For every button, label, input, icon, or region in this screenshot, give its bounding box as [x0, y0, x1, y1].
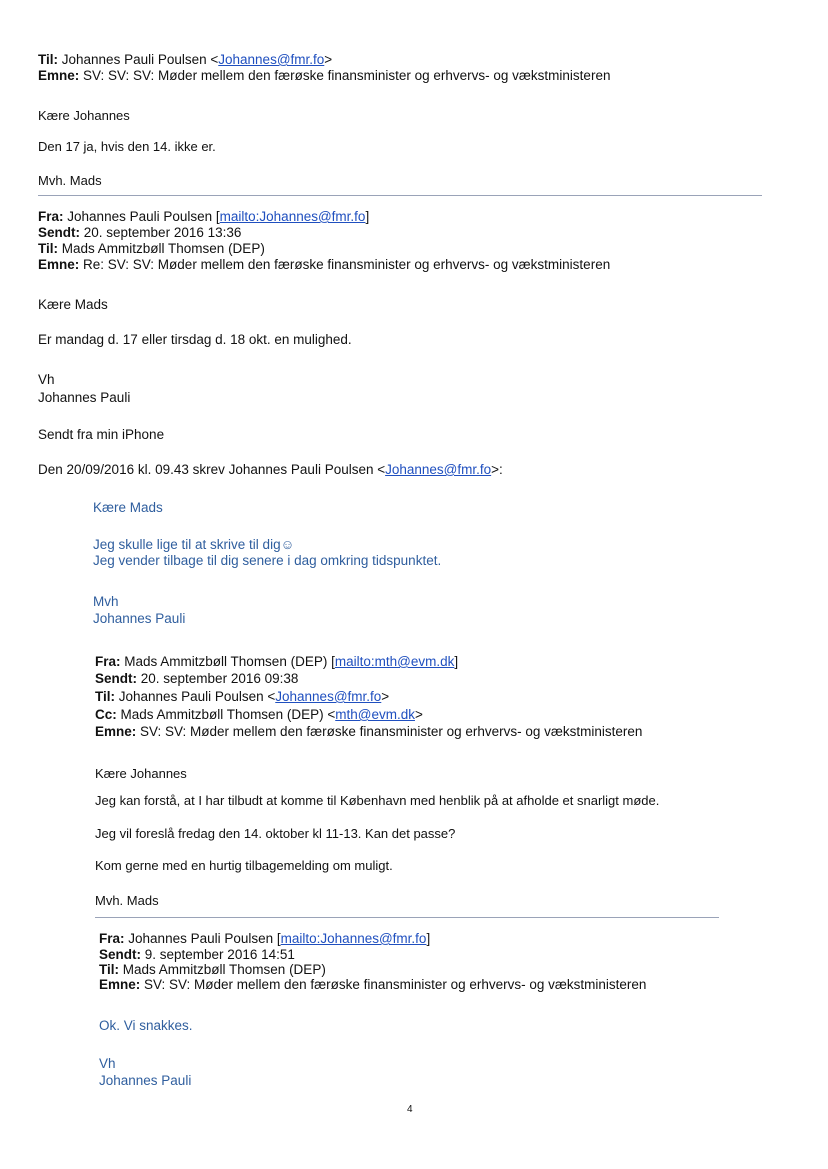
msg2-signoff: Vh: [38, 372, 55, 387]
quote-prefix: Den 20/09/2016 kl. 09.43 skrev Johannes Pauli Poulsen: [38, 462, 374, 477]
msg2-to-line: [38, 241, 265, 257]
subject-text: SV: SV: Møder mellem den færøske finansminister og erhvervs- og vækstministeren: [140, 724, 643, 739]
sent-label: Sendt:: [38, 225, 80, 240]
separator-rule: [38, 195, 762, 196]
to-label: Til:: [38, 52, 58, 67]
msg2-signature: Johannes Pauli: [38, 390, 131, 405]
page-number: 4: [407, 1104, 413, 1115]
msg4-sent-line: [95, 671, 298, 687]
reply1-signature: Mvh. Mads: [38, 173, 102, 188]
sent-date: 20. september 2016 13:36: [83, 225, 242, 240]
msg3-line2: Jeg vender tilbage til dig senere i dag omkring tidspunktet.: [93, 553, 442, 568]
cc-email-link[interactable]: mth@evm.dk: [335, 707, 415, 722]
msg2-device-note: Sendt fra min iPhone: [38, 427, 165, 442]
msg3-greeting: Kære Mads: [93, 500, 163, 515]
msg4-to-line: Til: Johannes Pauli Poulsen <Johannes@fmr.fo>: [95, 689, 390, 704]
from-label: Fra:: [99, 931, 125, 946]
from-mailto-link[interactable]: mailto:Johannes@fmr.fo: [280, 931, 427, 946]
quote-email-link[interactable]: Johannes@fmr.fo: [385, 462, 492, 477]
subject-label: Emne:: [99, 977, 141, 992]
from-label: Fra:: [95, 654, 121, 669]
sent-date: 20. september 2016 09:38: [140, 671, 299, 686]
quote-intro-line: Den 20/09/2016 kl. 09.43 skrev Johannes Pauli Poulsen <Johannes@fmr.fo>:: [38, 462, 503, 477]
msg2-greeting: Kære Mads: [38, 297, 108, 312]
msg5-to-line: [99, 962, 326, 978]
msg2-body: Er mandag d. 17 eller tirsdag d. 18 okt. en mulighed.: [38, 332, 352, 347]
cc-name: Mads Ammitzbøll Thomsen (DEP): [120, 707, 324, 722]
msg4-from-line: Fra: Mads Ammitzbøll Thomsen (DEP) [mailto:mth@evm.dk]: [95, 654, 459, 669]
from-mailto-link[interactable]: mailto:mth@evm.dk: [334, 654, 455, 669]
msg4-paragraph-1: Jeg kan forstå, at I har tilbudt at komme til København med henblik på at afholde et snarligt møde.: [95, 793, 660, 808]
cc-label: Cc:: [95, 707, 117, 722]
separator-rule-2: [95, 917, 719, 918]
msg5-subject-line: [99, 977, 646, 993]
msg4-subject-line: [95, 724, 642, 740]
sent-date: 9. september 2016 14:51: [144, 947, 295, 962]
sent-label: Sendt:: [99, 947, 141, 962]
header-to-line: Til: Johannes Pauli Poulsen <Johannes@fmr.fo>: [38, 52, 333, 67]
msg2-subject-line: [38, 257, 610, 273]
msg2-sent-line: [38, 225, 241, 241]
msg4-greeting: Kære Johannes: [95, 766, 187, 781]
msg4-paragraph-3: Kom gerne med en hurtig tilbagemelding om muligt.: [95, 858, 393, 873]
to-name: Mads Ammitzbøll Thomsen (DEP): [61, 241, 265, 256]
from-name: Johannes Pauli Poulsen: [128, 931, 274, 946]
from-label: Fra:: [38, 209, 64, 224]
from-name: Mads Ammitzbøll Thomsen (DEP): [124, 654, 328, 669]
to-name: Mads Ammitzbøll Thomsen (DEP): [122, 962, 326, 977]
reply1-body: Den 17 ja, hvis den 14. ikke er.: [38, 139, 216, 154]
subject-label: Emne:: [38, 68, 80, 83]
from-name: Johannes Pauli Poulsen: [67, 209, 213, 224]
msg3-signature: Johannes Pauli: [93, 611, 186, 626]
to-label: Til:: [99, 962, 119, 977]
subject-text: SV: SV: Møder mellem den færøske finansminister og erhvervs- og vækstministeren: [144, 977, 647, 992]
header-subject-line: [38, 68, 610, 84]
subject-text: SV: SV: SV: Møder mellem den færøske finansminister og erhvervs- og vækstministeren: [83, 68, 611, 83]
msg5-signoff: Vh: [99, 1056, 116, 1071]
msg5-from-line: Fra: Johannes Pauli Poulsen [mailto:Johannes@fmr.fo]: [99, 931, 431, 946]
subject-label: Emne:: [95, 724, 137, 739]
msg4-signature: Mvh. Mads: [95, 893, 159, 908]
to-name: Johannes Pauli Poulsen: [61, 52, 207, 67]
to-name: Johannes Pauli Poulsen: [118, 689, 264, 704]
to-email-link[interactable]: Johannes@fmr.fo: [218, 52, 325, 67]
from-mailto-link[interactable]: mailto:Johannes@fmr.fo: [219, 209, 366, 224]
msg3-line1: Jeg skulle lige til at skrive til dig☺: [93, 537, 295, 552]
subject-text: Re: SV: SV: Møder mellem den færøske finansminister og erhvervs- og vækstministeren: [83, 257, 611, 272]
reply1-greeting: Kære Johannes: [38, 108, 130, 123]
to-email-link[interactable]: Johannes@fmr.fo: [275, 689, 382, 704]
to-label: Til:: [38, 241, 58, 256]
msg4-cc-line: Cc: Mads Ammitzbøll Thomsen (DEP) <mth@evm.dk>: [95, 707, 423, 722]
to-label: Til:: [95, 689, 115, 704]
msg4-paragraph-2: Jeg vil foreslå fredag den 14. oktober kl 11-13. Kan det passe?: [95, 826, 456, 841]
msg5-sent-line: [99, 947, 295, 963]
subject-label: Emne:: [38, 257, 80, 272]
msg3-signoff: Mvh: [93, 594, 119, 609]
msg5-body: Ok. Vi snakkes.: [99, 1018, 193, 1033]
msg5-signature: Johannes Pauli: [99, 1073, 192, 1088]
msg2-from-line: Fra: Johannes Pauli Poulsen [mailto:Johannes@fmr.fo]: [38, 209, 370, 224]
sent-label: Sendt:: [95, 671, 137, 686]
